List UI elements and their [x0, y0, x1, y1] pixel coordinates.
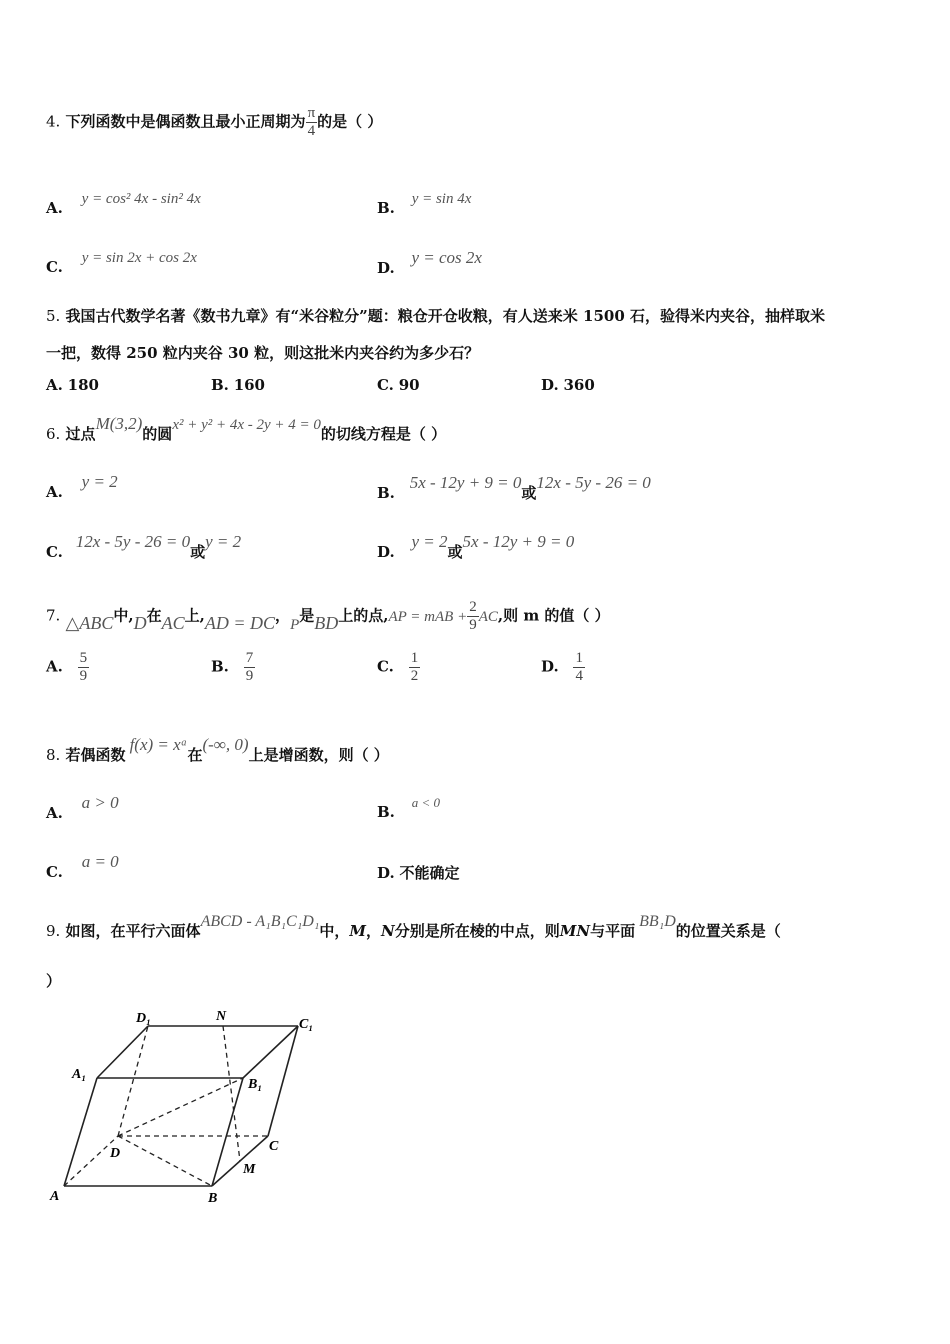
q7-t5: 是	[299, 606, 315, 625]
q6-option-c[interactable]	[46, 532, 242, 562]
q8-option-c-label: C.	[46, 863, 63, 881]
q7-triangle: △ABC	[65, 612, 114, 633]
q7-number: 7.	[46, 606, 61, 625]
q8-option-c[interactable]	[46, 852, 119, 882]
q7-ad-eq-dc: AD = DC	[204, 612, 276, 633]
q8-t1: 若偶函数	[65, 746, 126, 764]
label-m: M	[243, 1162, 256, 1177]
q8-option-a[interactable]	[46, 793, 119, 823]
q6-option-d[interactable]	[377, 532, 575, 562]
q4-option-c[interactable]	[46, 250, 197, 277]
q7-option-b-label: B.	[211, 657, 229, 676]
q5-option-c-text: 90	[398, 376, 420, 394]
q5-option-b-text: 160	[233, 376, 265, 394]
label-a: A	[50, 1189, 60, 1204]
q6-t3: 的切线方程是（ ）	[320, 425, 447, 443]
q9-t1: 如图，在平行六面体	[65, 922, 201, 940]
q5-option-a[interactable]	[46, 376, 99, 394]
q6-circle-eq: x² + y² + 4x - 2y + 4 = 0	[172, 417, 321, 433]
q4-stem-after: 的是（ ）	[317, 112, 383, 131]
q5-option-b[interactable]	[211, 376, 265, 394]
q9-mn: MN	[559, 922, 591, 940]
q6-option-d-math2: 5x - 12y + 9 = 0	[462, 532, 575, 551]
q9-t6: 的位置关系是（	[675, 922, 781, 940]
q7-fraction	[467, 599, 479, 634]
q4-option-d-label: D.	[377, 259, 395, 277]
q4-frac-den: 4	[307, 123, 316, 139]
q7-point-d: D	[133, 612, 147, 633]
q4-option-a[interactable]	[46, 191, 201, 218]
q6-option-c-label: C.	[46, 543, 63, 561]
q7-t7: ,则 m 的值（ ）	[497, 606, 610, 625]
q9-t5: 与平面	[590, 922, 636, 940]
q7-option-c[interactable]	[377, 650, 420, 685]
q7-option-d-frac	[573, 650, 585, 685]
q8-option-c-math: a = 0	[81, 852, 119, 871]
edge-b1c1	[243, 1026, 298, 1078]
label-b1: B₁	[248, 1077, 263, 1092]
q8-option-d-label: D.	[377, 864, 395, 882]
edge-aa1	[64, 1078, 97, 1186]
q4-option-a-math: y = cos² 4x - sin² 4x	[81, 191, 201, 207]
q6-t1: 过点	[65, 425, 96, 443]
q5-option-c-label: C.	[377, 376, 394, 394]
label-d1: D₁	[136, 1011, 151, 1026]
q9-t3: ，	[366, 922, 382, 940]
q7-option-c-label: C.	[377, 657, 394, 676]
q7-segment-ac: AC	[161, 612, 185, 633]
q7-t3: 上,	[184, 606, 205, 625]
label-d: D	[110, 1146, 121, 1161]
q5-option-a-label: A.	[46, 376, 63, 394]
q9-t7: ）	[46, 972, 62, 990]
q8-t2: 在	[187, 746, 203, 764]
edge-c1c	[268, 1026, 298, 1136]
q5-option-c[interactable]	[377, 376, 420, 394]
label-b: B	[208, 1191, 218, 1206]
q4-option-d[interactable]	[377, 248, 482, 278]
q7-segment-bd: BD	[314, 612, 339, 633]
q7-option-c-den: 2	[410, 668, 419, 684]
q7-frac-den: 9	[469, 617, 477, 633]
q7-option-b-den: 9	[245, 668, 254, 684]
q7-option-c-frac	[409, 650, 421, 685]
q5-line1: 我国古代数学名著《数书九章》有“米谷粒分”题：粮仓开仓收粮，有人送来米 1500 石，验得米内夹谷，抽样取米	[65, 307, 826, 325]
q6-option-b-label: B.	[377, 484, 395, 502]
q7-option-a-den: 9	[79, 668, 88, 684]
parallelepiped-figure	[40, 1000, 340, 1215]
segment-db1	[118, 1078, 243, 1136]
q4-option-b-label: B.	[377, 199, 395, 217]
q5-option-d-text: 360	[563, 376, 595, 394]
q7-option-d-num: 1	[575, 650, 583, 666]
q7-option-a-num: 5	[79, 650, 88, 666]
q6-option-d-label: D.	[377, 543, 395, 561]
q7-option-c-num: 1	[410, 650, 419, 666]
q7-option-b-num: 7	[245, 650, 254, 666]
edge-bb1	[212, 1078, 243, 1186]
q8-option-d-text: 不能确定	[399, 864, 460, 882]
q5-stem-line1	[46, 305, 825, 326]
q6-option-a[interactable]	[46, 472, 118, 502]
q4-fraction	[306, 105, 318, 140]
q7-t2: 在	[146, 606, 162, 625]
q6-option-b[interactable]	[377, 473, 651, 503]
q4-option-b[interactable]	[377, 191, 472, 218]
q7-option-a-frac	[78, 650, 90, 685]
q6-option-c-conj: 或	[190, 543, 206, 561]
q4-option-a-label: A.	[46, 199, 63, 217]
q7-vector-ac: AC	[478, 608, 498, 625]
q8-option-b-math: a < 0	[411, 795, 440, 810]
q7-option-d[interactable]	[541, 650, 585, 685]
q8-stem	[46, 735, 389, 765]
q7-option-b[interactable]	[211, 650, 255, 685]
q7-t6: 上的点,	[338, 606, 389, 625]
q6-number: 6.	[46, 425, 61, 443]
q9-stem-line2	[46, 970, 61, 991]
q5-option-d-label: D.	[541, 376, 559, 394]
q5-option-d[interactable]	[541, 376, 595, 394]
edge-a1d1	[97, 1026, 148, 1078]
segment-db	[118, 1136, 212, 1186]
q9-solid: ABCD - A₁B₁C₁D₁	[200, 913, 320, 930]
q6-option-d-math1: y = 2	[411, 532, 448, 551]
label-a1: A₁	[72, 1067, 87, 1082]
q8-option-b-label: B.	[377, 803, 395, 821]
q8-number: 8.	[46, 746, 61, 764]
q9-stem-line1	[46, 913, 781, 941]
q8-interval: (-∞, 0)	[202, 735, 249, 754]
q5-line2: 一把，数得 250 粒内夹谷 30 粒，则这批米内夹谷约为多少石？	[46, 344, 480, 362]
q8-function: f(x) = xᵃ	[129, 735, 188, 754]
q6-option-b-math1: 5x - 12y + 9 = 0	[409, 473, 522, 492]
q6-option-c-math1: 12x - 5y - 26 = 0	[75, 532, 191, 551]
q7-t1: 中,	[113, 606, 134, 625]
q7-option-b-frac	[244, 650, 256, 685]
q5-option-a-text: 180	[67, 376, 99, 394]
q8-option-a-math: a > 0	[81, 793, 119, 812]
q6-option-a-math: y = 2	[81, 472, 118, 491]
q9-t4: 分别是所在棱的中点，则	[394, 922, 560, 940]
q7-point-p: P	[290, 616, 300, 633]
q6-point: M(3,2)	[95, 414, 143, 433]
q5-number: 5.	[46, 307, 61, 325]
q4-option-b-math: y = sin 4x	[411, 191, 472, 207]
q9-plane: BB₁D	[639, 913, 676, 930]
q6-option-c-math2: y = 2	[205, 532, 242, 551]
q4-stem	[46, 105, 382, 140]
q7-vector-eq: AP = mAB +	[388, 608, 468, 625]
q5-stem-line2	[46, 342, 479, 363]
q8-t3: 上是增函数，则（ ）	[248, 746, 389, 764]
q4-frac-num: π	[307, 105, 316, 121]
q8-option-d[interactable]	[377, 862, 460, 883]
q8-option-b[interactable]	[377, 795, 440, 821]
q6-option-b-conj: 或	[521, 484, 537, 502]
q8-option-a-label: A.	[46, 804, 63, 822]
q6-t2: 的圆	[142, 425, 173, 443]
q9-t2: 中，	[319, 922, 350, 940]
q7-option-a[interactable]	[46, 650, 89, 685]
q9-n: N	[381, 922, 395, 940]
q9-m: M	[349, 922, 367, 940]
q7-frac-num: 2	[469, 599, 477, 615]
q4-number: 4.	[46, 112, 61, 131]
q4-option-c-label: C.	[46, 258, 63, 276]
q9-number: 9.	[46, 922, 61, 940]
q6-option-a-label: A.	[46, 483, 63, 501]
q7-option-d-den: 4	[575, 668, 583, 684]
q4-stem-before: 下列函数中是偶函数且最小正周期为	[65, 112, 306, 131]
label-c1: C₁	[299, 1017, 314, 1032]
edge-dd1-hidden	[118, 1026, 148, 1136]
q7-t4: ，	[275, 606, 291, 625]
q4-option-d-math: y = cos 2x	[411, 248, 482, 267]
q7-stem	[46, 599, 610, 634]
label-n: N	[216, 1009, 227, 1024]
q4-option-c-math: y = sin 2x + cos 2x	[81, 250, 197, 266]
label-c: C	[269, 1139, 279, 1154]
q7-option-d-label: D.	[541, 657, 559, 676]
q5-option-b-label: B.	[211, 376, 229, 394]
q6-option-b-math2: 12x - 5y - 26 = 0	[536, 473, 651, 492]
q7-option-a-label: A.	[46, 657, 63, 676]
q6-option-d-conj: 或	[447, 543, 463, 561]
q6-stem	[46, 414, 447, 444]
